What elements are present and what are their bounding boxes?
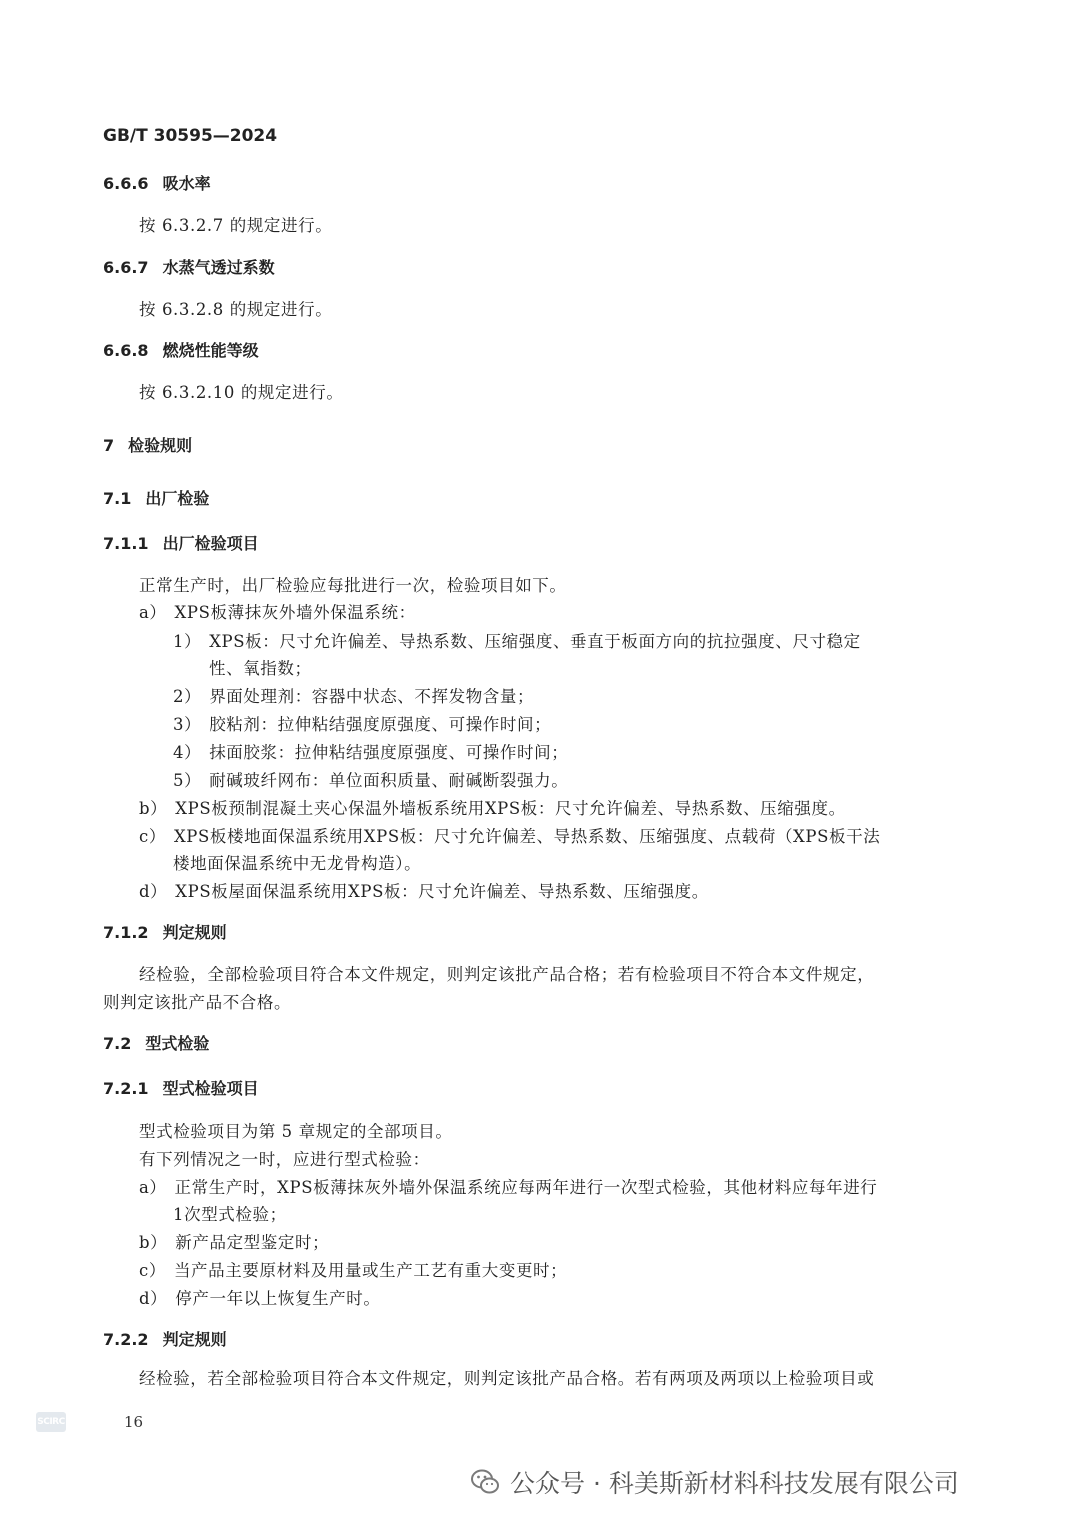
section-title: 检验规则	[128, 436, 193, 455]
list-marker: d）	[139, 882, 168, 901]
section-number: 6.6.6	[103, 174, 149, 193]
section-title: 水蒸气透过系数	[162, 258, 275, 277]
list-text: 新产品定型鉴定时；	[175, 1233, 330, 1252]
section-title: 吸水率	[162, 174, 211, 193]
section-heading-6-6-7	[103, 256, 275, 280]
list-item	[139, 880, 709, 904]
publisher-stamp-logo: SCIRC	[36, 1412, 66, 1432]
section-heading-7-2-2	[103, 1328, 227, 1352]
list-text: XPS板预制混凝土夹心保温外墙板系统用XPS板：尺寸允许偏差、导热系数、压缩强度。	[175, 799, 846, 818]
list-text: XPS板楼地面保温系统用XPS板：尺寸允许偏差、导热系数、压缩强度、点载荷（XPS板干法	[173, 827, 881, 846]
list-marker: 5）	[173, 771, 202, 790]
list-item	[173, 713, 551, 737]
list-text: 停产一年以上恢复生产时。	[175, 1289, 381, 1308]
list-marker: a）	[139, 1178, 167, 1197]
list-item	[139, 601, 416, 625]
list-text: XPS板薄抹灰外墙外保温系统：	[174, 603, 416, 622]
list-item	[173, 685, 534, 709]
section-heading-7-2	[103, 1032, 209, 1056]
paragraph: 按 6.3.2.7 的规定进行。	[139, 216, 333, 235]
paragraph: 型式检验项目为第 5 章规定的全部项目。	[139, 1122, 453, 1141]
list-text: 当产品主要原材料及用量或生产工艺有重大变更时；	[173, 1261, 568, 1280]
section-heading-6-6-6	[103, 172, 211, 196]
paragraph-continuation: 则判定该批产品不合格。	[103, 993, 292, 1012]
section-number: 7.2	[103, 1034, 132, 1053]
list-marker: 4）	[173, 743, 202, 762]
watermark	[470, 1462, 959, 1502]
section-number: 7.2.2	[103, 1330, 149, 1349]
section-number: 7.1	[103, 489, 132, 508]
list-marker: 3）	[173, 715, 202, 734]
list-text: 正常生产时，XPS板薄抹灰外墙外保温系统应每两年进行一次型式检验，其他材料应每年进行	[174, 1178, 878, 1197]
list-item-continuation: 性、氧指数；	[209, 659, 312, 678]
section-heading-7-2-1	[103, 1077, 259, 1101]
section-number: 7.1.1	[103, 534, 149, 553]
section-title: 型式检验	[145, 1034, 210, 1053]
list-item	[173, 741, 568, 765]
watermark-text: 公众号 · 科美斯新材料科技发展有限公司	[510, 1469, 959, 1498]
list-item-continuation: 1次型式检验；	[173, 1205, 287, 1224]
list-item	[139, 1287, 380, 1311]
section-title: 出厂检验项目	[162, 534, 259, 553]
section-title: 判定规则	[162, 923, 227, 942]
list-marker: 2）	[173, 687, 202, 706]
list-item	[139, 1259, 567, 1283]
section-title: 判定规则	[162, 1330, 227, 1349]
paragraph: 经检验，全部检验项目符合本文件规定，则判定该批产品合格；若有检验项目不符合本文件规定，	[139, 965, 875, 984]
list-item	[173, 769, 568, 793]
list-marker: d）	[139, 1289, 168, 1308]
section-number: 7.1.2	[103, 923, 149, 942]
list-marker: 1）	[173, 632, 202, 651]
list-marker: b）	[139, 799, 168, 818]
section-number: 7	[103, 436, 115, 455]
paragraph: 经检验，若全部检验项目符合本文件规定，则判定该批产品合格。若有两项及两项以上检验项目或	[139, 1369, 875, 1388]
section-number: 6.6.7	[103, 258, 149, 277]
section-number: 6.6.8	[103, 341, 149, 360]
list-marker: c）	[139, 1261, 166, 1280]
list-marker: a）	[139, 603, 167, 622]
list-text: 胶粘剂：拉伸粘结强度原强度、可操作时间；	[209, 715, 552, 734]
page-number: 16	[124, 1413, 144, 1431]
list-marker: b）	[139, 1233, 168, 1252]
list-text: XPS板屋面保温系统用XPS板：尺寸允许偏差、导热系数、压缩强度。	[175, 882, 709, 901]
wechat-icon	[470, 1468, 500, 1496]
section-heading-7-1	[103, 487, 209, 511]
standard-number: GB/T 30595—2024	[103, 126, 278, 146]
list-text: 抹面胶浆：拉伸粘结强度原强度、可操作时间；	[209, 743, 569, 762]
section-heading-7-1-2	[103, 921, 227, 945]
list-item-continuation: 楼地面保温系统中无龙骨构造）。	[173, 854, 422, 873]
paragraph: 按 6.3.2.10 的规定进行。	[139, 383, 344, 402]
section-title: 型式检验项目	[162, 1079, 259, 1098]
list-text: 耐碱玻纤网布：单位面积质量、耐碱断裂强力。	[209, 771, 569, 790]
list-item	[139, 1176, 877, 1200]
chapter-heading-7	[103, 434, 192, 458]
section-heading-7-1-1	[103, 532, 259, 556]
paragraph: 按 6.3.2.8 的规定进行。	[139, 300, 333, 319]
paragraph: 正常生产时，出厂检验应每批进行一次，检验项目如下。	[139, 576, 567, 595]
list-marker: c）	[139, 827, 166, 846]
list-item	[173, 630, 861, 654]
section-number: 7.2.1	[103, 1079, 149, 1098]
paragraph: 有下列情况之一时，应进行型式检验：	[139, 1150, 430, 1169]
section-title: 出厂检验	[145, 489, 210, 508]
list-text: XPS板：尺寸允许偏差、导热系数、压缩强度、垂直于板面方向的抗拉强度、尺寸稳定	[209, 632, 861, 651]
list-item	[139, 797, 846, 821]
section-heading-6-6-8	[103, 339, 259, 363]
list-text: 界面处理剂：容器中状态、不挥发物含量；	[209, 687, 535, 706]
list-item	[139, 825, 880, 849]
list-item	[139, 1231, 329, 1255]
section-title: 燃烧性能等级	[162, 341, 259, 360]
